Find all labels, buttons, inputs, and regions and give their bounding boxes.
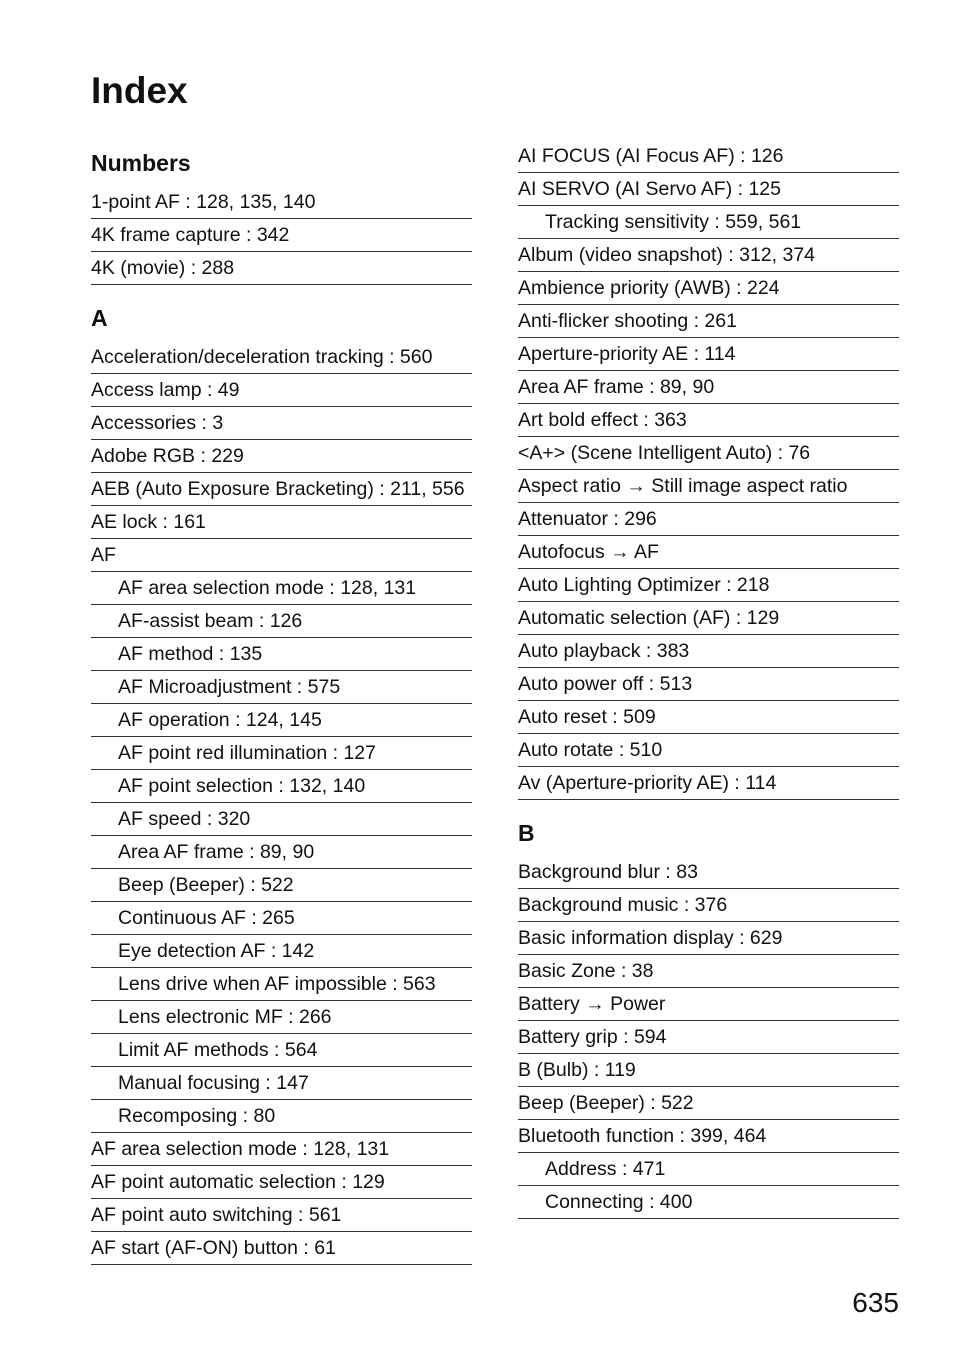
index-entry: Bluetooth function : 399, 464 bbox=[518, 1120, 899, 1153]
index-entry: Auto rotate : 510 bbox=[518, 734, 899, 767]
index-entry: Automatic selection (AF) : 129 bbox=[518, 602, 899, 635]
index-entry: Aspect ratio → Still image aspect ratio bbox=[518, 470, 899, 503]
index-entry: Autofocus → AF bbox=[518, 536, 899, 569]
index-entry: Aperture-priority AE : 114 bbox=[518, 338, 899, 371]
index-entry: AI FOCUS (AI Focus AF) : 126 bbox=[518, 140, 899, 173]
index-entry: Art bold effect : 363 bbox=[518, 404, 899, 437]
index-entry: Auto power off : 513 bbox=[518, 668, 899, 701]
index-column-left bbox=[91, 146, 472, 1265]
index-subentry: AF Microadjustment : 575 bbox=[91, 671, 472, 704]
index-subentry: Recomposing : 80 bbox=[91, 1100, 472, 1133]
section-heading-b: B bbox=[518, 820, 535, 846]
index-entry: AF area selection mode : 128, 131 bbox=[91, 1133, 472, 1166]
index-subentry: Continuous AF : 265 bbox=[91, 902, 472, 935]
index-entry: Area AF frame : 89, 90 bbox=[518, 371, 899, 404]
index-entry: AF point auto switching : 561 bbox=[91, 1199, 472, 1232]
index-entry: AF point automatic selection : 129 bbox=[91, 1166, 472, 1199]
index-entry: Battery → Power bbox=[518, 988, 899, 1021]
index-subentry: Limit AF methods : 564 bbox=[91, 1034, 472, 1067]
index-subentry: Beep (Beeper) : 522 bbox=[91, 869, 472, 902]
index-entry: Basic information display : 629 bbox=[518, 922, 899, 955]
index-entry: Background music : 376 bbox=[518, 889, 899, 922]
index-subentry: Manual focusing : 147 bbox=[91, 1067, 472, 1100]
index-entry: B (Bulb) : 119 bbox=[518, 1054, 899, 1087]
index-entry: Acceleration/deceleration tracking : 560 bbox=[91, 341, 472, 374]
index-subentry: Eye detection AF : 142 bbox=[91, 935, 472, 968]
index-entry: 1-point AF : 128, 135, 140 bbox=[91, 186, 472, 219]
index-entry: Anti-flicker shooting : 261 bbox=[518, 305, 899, 338]
index-subentry: AF point selection : 132, 140 bbox=[91, 770, 472, 803]
index-subentry: AF speed : 320 bbox=[91, 803, 472, 836]
index-entry: AF start (AF-ON) button : 61 bbox=[91, 1232, 472, 1265]
index-subentry: Connecting : 400 bbox=[518, 1186, 899, 1219]
index-entry: Beep (Beeper) : 522 bbox=[518, 1087, 899, 1120]
index-entry: AF bbox=[91, 539, 472, 572]
index-entry: AE lock : 161 bbox=[91, 506, 472, 539]
index-subentry: AF operation : 124, 145 bbox=[91, 704, 472, 737]
index-subentry: Address : 471 bbox=[518, 1153, 899, 1186]
index-entry: Auto Lighting Optimizer : 218 bbox=[518, 569, 899, 602]
index-subentry: AF area selection mode : 128, 131 bbox=[91, 572, 472, 605]
page-number: 635 bbox=[852, 1287, 899, 1318]
index-entry: Adobe RGB : 229 bbox=[91, 440, 472, 473]
index-entry: Access lamp : 49 bbox=[91, 374, 472, 407]
index-subentry: AF method : 135 bbox=[91, 638, 472, 671]
index-entry: <A+> (Scene Intelligent Auto) : 76 bbox=[518, 437, 899, 470]
index-entry: Album (video snapshot) : 312, 374 bbox=[518, 239, 899, 272]
index-entry: Auto reset : 509 bbox=[518, 701, 899, 734]
index-subentry: Lens drive when AF impossible : 563 bbox=[91, 968, 472, 1001]
index-entry: 4K frame capture : 342 bbox=[91, 219, 472, 252]
index-entry: AEB (Auto Exposure Bracketing) : 211, 556 bbox=[91, 473, 472, 506]
section-heading-a: A bbox=[91, 305, 108, 331]
index-entry: AI SERVO (AI Servo AF) : 125 bbox=[518, 173, 899, 206]
index-column-right bbox=[518, 140, 899, 1219]
section-spacer bbox=[91, 285, 472, 301]
index-subentry: AF-assist beam : 126 bbox=[91, 605, 472, 638]
index-entry: Av (Aperture-priority AE) : 114 bbox=[518, 767, 899, 800]
index-subentry: Area AF frame : 89, 90 bbox=[91, 836, 472, 869]
index-entry: Attenuator : 296 bbox=[518, 503, 899, 536]
index-entry: Background blur : 83 bbox=[518, 856, 899, 889]
index-entry: Battery grip : 594 bbox=[518, 1021, 899, 1054]
index-subentry: AF point red illumination : 127 bbox=[91, 737, 472, 770]
index-entry: Auto playback : 383 bbox=[518, 635, 899, 668]
section-heading-numbers: Numbers bbox=[91, 150, 191, 176]
index-entry: Basic Zone : 38 bbox=[518, 955, 899, 988]
page-title: Index bbox=[91, 70, 188, 111]
section-spacer bbox=[518, 800, 899, 816]
index-entry: Accessories : 3 bbox=[91, 407, 472, 440]
index-entry: 4K (movie) : 288 bbox=[91, 252, 472, 285]
index-subentry: Tracking sensitivity : 559, 561 bbox=[518, 206, 899, 239]
index-subentry: Lens electronic MF : 266 bbox=[91, 1001, 472, 1034]
index-entry: Ambience priority (AWB) : 224 bbox=[518, 272, 899, 305]
